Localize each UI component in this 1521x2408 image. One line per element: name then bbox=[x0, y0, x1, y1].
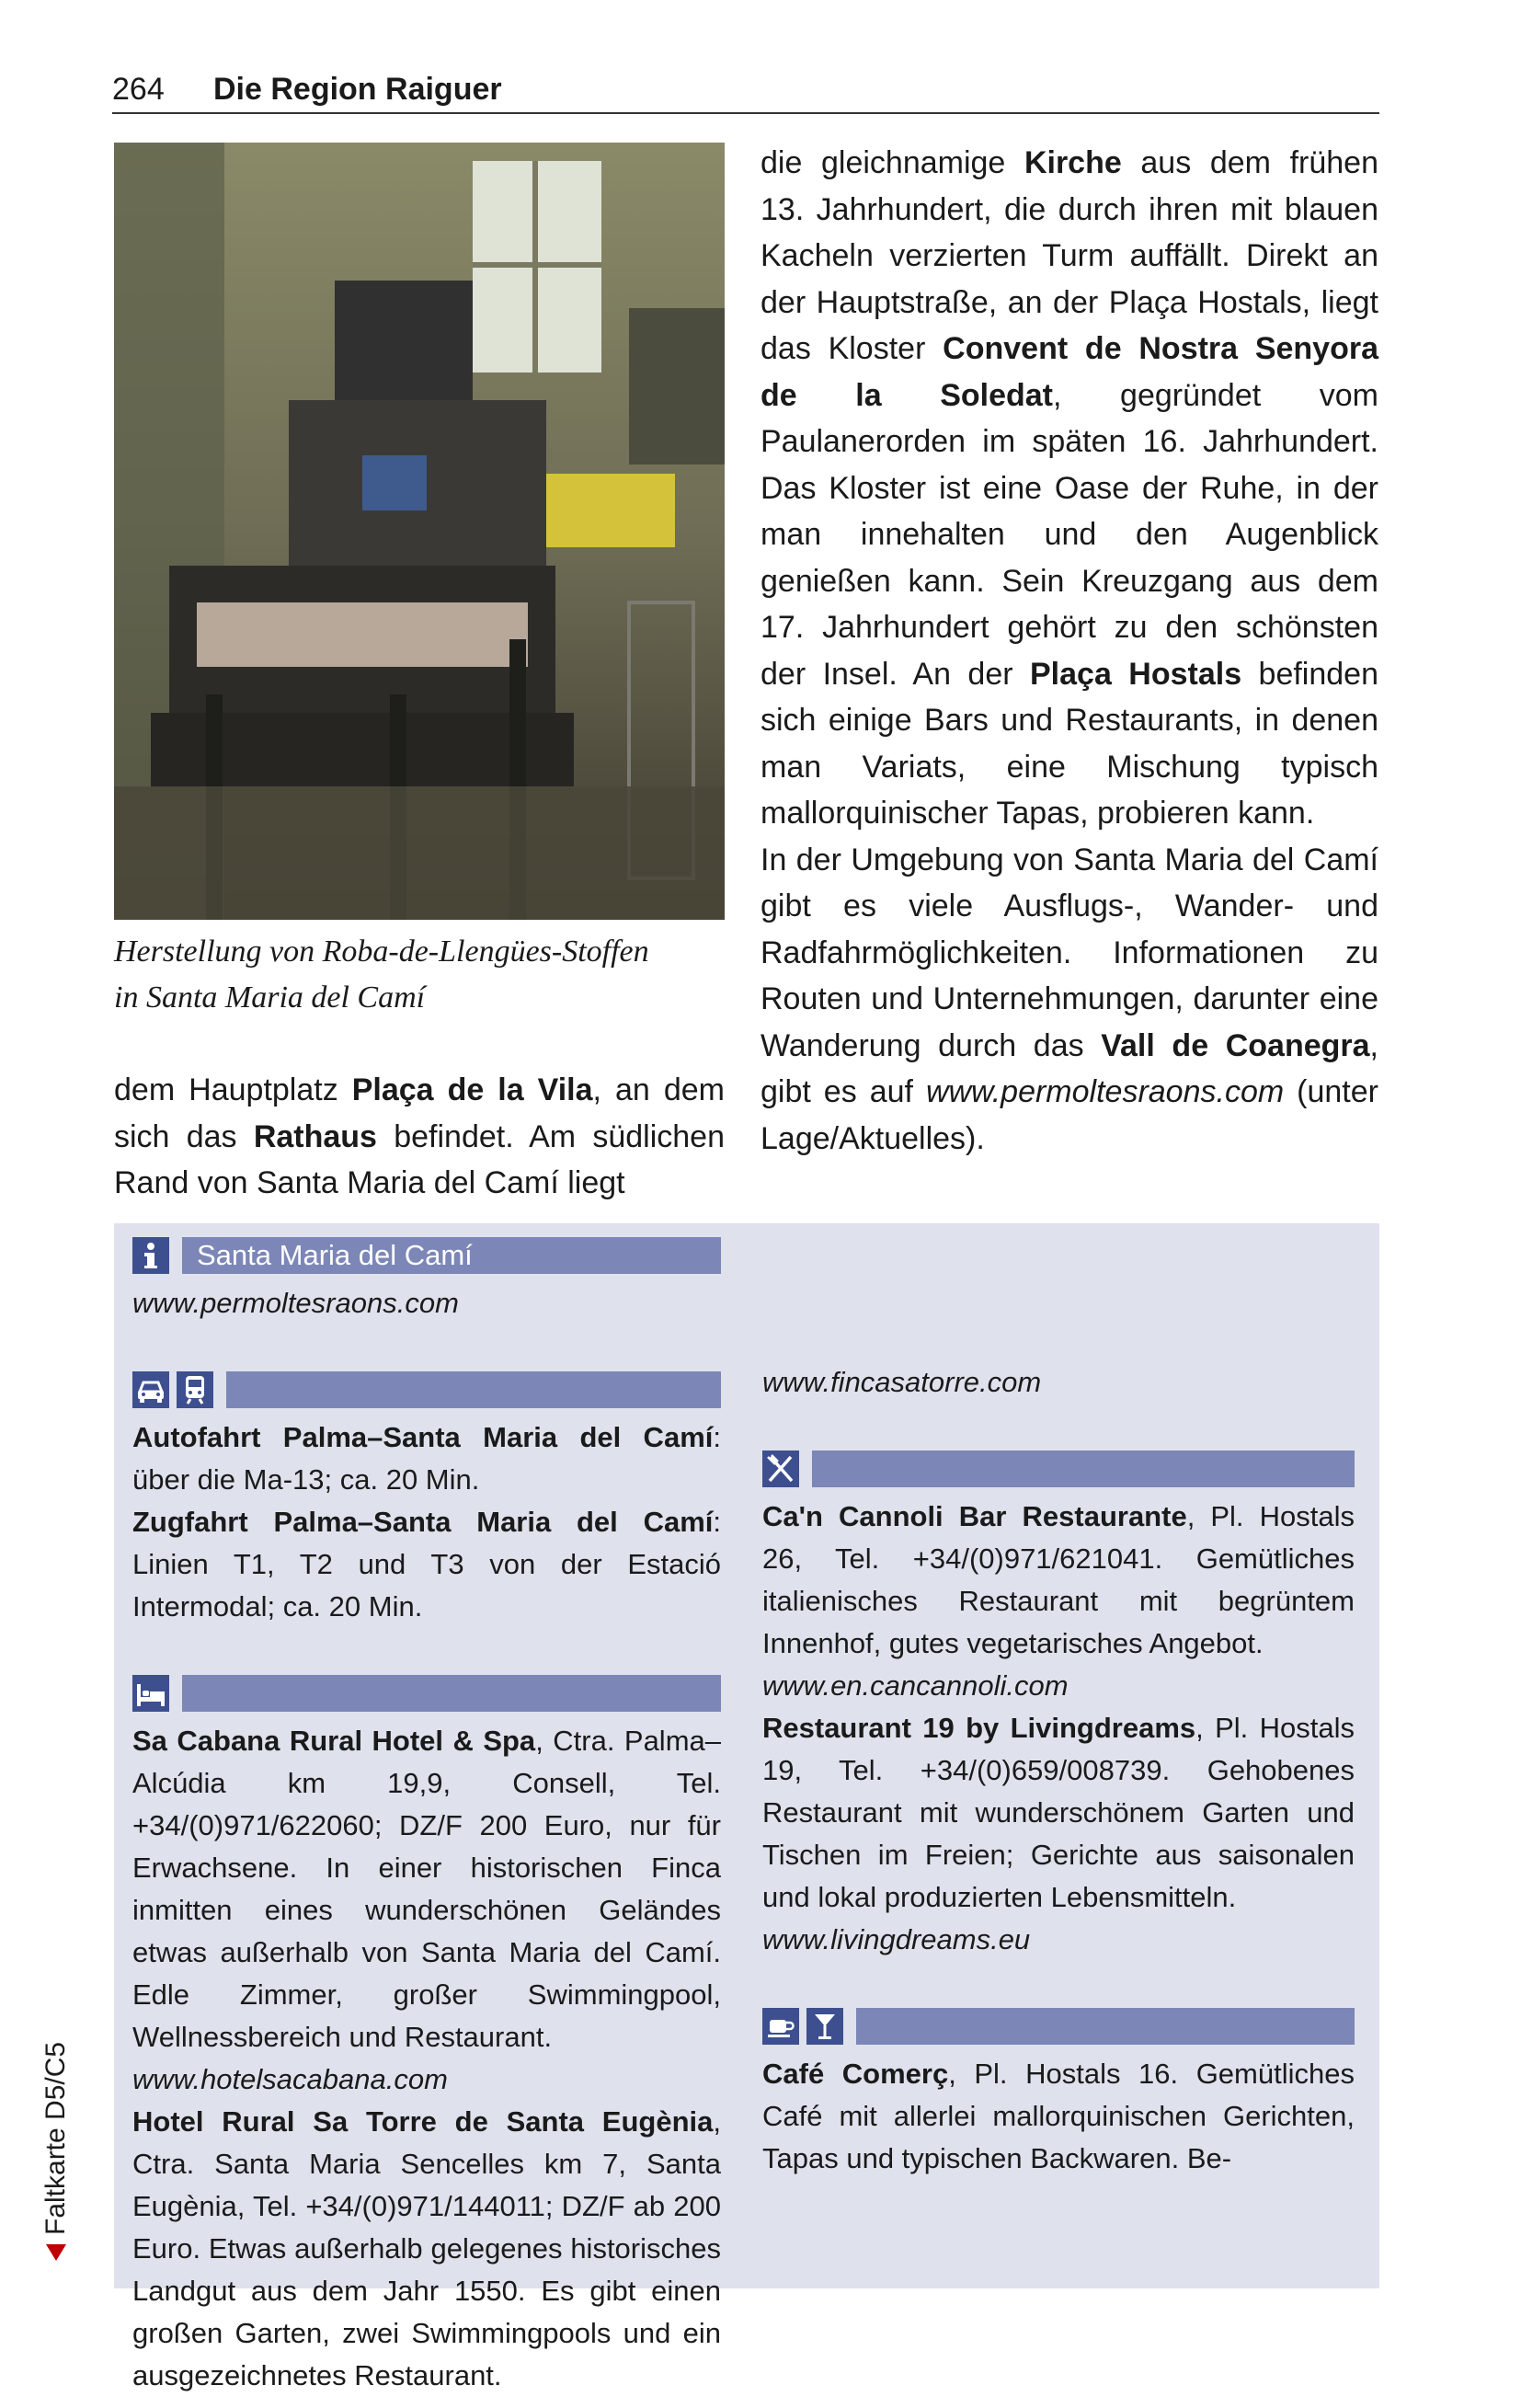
bed-icon bbox=[132, 1675, 169, 1712]
cocktail-glass-icon bbox=[806, 2008, 843, 2045]
caption-line-1: Herstellung von Roba-de-Llengües-Stoffen bbox=[114, 935, 649, 969]
coffee-cup-icon bbox=[762, 2008, 799, 2045]
train-info: Zugfahrt Palma–Santa Maria del Camí: Linien T1, T2 und T3 von der Estació Intermodal; ca. 20 Min. bbox=[132, 1506, 721, 1623]
hotel-sa-torre: Hotel Rural Sa Torre de Santa Eugènia, Ctra. Santa Maria Sencelles km 7, Santa Eugènia, Tel. +34/(0)971/144011; DZ/F ab 200 Euro. Etwas außerhalb gelegenes historisches Landgut aus dem Jahr 1550. Es gibt einen großen Garten, zwei Swimmingpools und ein ausgezeichnetes Restaurant. bbox=[132, 2105, 721, 2391]
transport-heading bbox=[132, 1369, 721, 1411]
paragraph-umgebung: In der Umgebung von Santa Maria del Camí gibt es viele Ausflugs-, Wander- und Radfahrmöglichkeiten. Informationen zu Routen und Unternehmungen, darunter eine Wanderung durch das Vall de Coanegra, gibt es auf www.permoltesraons.com (unter Lage/Aktuelles). bbox=[760, 842, 1378, 1156]
cafe-heading bbox=[762, 2005, 1355, 2047]
right-body-text bbox=[760, 140, 1378, 1162]
page-number: 264 bbox=[112, 72, 165, 107]
info-heading bbox=[132, 1234, 721, 1277]
paragraph-kirche: die gleichnamige Kirche aus dem frühen 13. Jahrhundert, die durch ihren mit blauen Kacheln verzierten Turm auffällt. Direkt an der Hauptstraße, an der Plaça Hostals, liegt das Kloster Convent de Nostra Senyora de la Soledat, gegründet vom Paulanerorden im späten 16. Jahrhundert. Das Kloster ist eine Oase der Ruhe, in der man innehalten und den Augenblick genießen kann. Sein Kreuzgang aus dem 17. Jahrhundert gehört zu den schönsten der Insel. An der Plaça Hostals befinden sich einige Bars und Restaurants, in denen man Variats, eine Mischung typisch mallorquinischer Tapas, probieren kann. bbox=[760, 145, 1379, 831]
food-heading bbox=[762, 1448, 1355, 1490]
car-info: Autofahrt Palma–Santa Maria del Camí: über die Ma-13; ca. 20 Min. bbox=[132, 1421, 721, 1496]
train-icon bbox=[177, 1371, 213, 1408]
info-box-left-column bbox=[132, 1234, 721, 2397]
left-body-text: dem Hauptplatz Plaça de la Vila, an dem sich das Rathaus befindet. Am südlichen Rand von Santa Maria del Camí liegt bbox=[114, 1072, 725, 1200]
info-url[interactable]: www.permoltesraons.com bbox=[132, 1287, 459, 1319]
car-icon bbox=[132, 1371, 169, 1408]
hotel-sa-cabana: Sa Cabana Rural Hotel & Spa, Ctra. Palma–Alcúdia km 19,9, Consell, Tel. +34/(0)971/622060; DZ/F 200 Euro, nur für Erwachsene. In einer historischen Finca inmitten eines wunderschönen Geländes etwas außerhalb von Santa Maria del Camí. Edle Zimmer, großer Swimmingpool, Wellnessbereich und Restaurant. bbox=[132, 1725, 722, 2053]
info-icon bbox=[132, 1237, 169, 1274]
info-box-right-column bbox=[762, 1234, 1355, 2180]
hotel-sa-cabana-url[interactable]: www.hotelsacabana.com bbox=[132, 2063, 448, 2095]
loom-photo bbox=[114, 143, 725, 920]
food-bar bbox=[812, 1451, 1355, 1487]
red-triangle-icon bbox=[46, 2244, 66, 2261]
cutlery-icon bbox=[762, 1451, 799, 1487]
info-title-bar: Santa Maria del Camí bbox=[182, 1237, 721, 1274]
lodging-heading bbox=[132, 1672, 721, 1714]
cafe-bar bbox=[856, 2008, 1355, 2045]
restaurant-cancannoli: Ca'n Cannoli Bar Restaurante, Pl. Hostals 26, Tel. +34/(0)971/621041. Gemütliches italienisches Restaurant mit begrüntem Innenhof, gutes vegetarisches Angebot. bbox=[762, 1500, 1355, 1659]
lodging-bar bbox=[182, 1675, 721, 1712]
permoltesraons-link[interactable]: www.permoltesraons.com bbox=[925, 1074, 1285, 1109]
cafe-comerc: Café Comerç, Pl. Hostals 16. Gemütliches Café mit allerlei mallorquinischen Gerichten, Tapas und typischen Backwaren. Be- bbox=[762, 2058, 1355, 2174]
livingdreams-url[interactable]: www.livingdreams.eu bbox=[762, 1923, 1031, 1955]
caption-line-2: in Santa Maria del Camí bbox=[114, 980, 426, 1015]
hotel-sa-torre-url[interactable]: www.fincasatorre.com bbox=[762, 1366, 1042, 1398]
running-head: Die Region Raiguer bbox=[213, 72, 502, 107]
restaurant-19: Restaurant 19 by Livingdreams, Pl. Hostals 19, Tel. +34/(0)659/008739. Gehobenes Restaurant mit wunderschönem Garten und Tischen im Freien; Gerichte aus saisonalen und lokal produzierten Lebensmitteln. bbox=[762, 1712, 1355, 1913]
header-rule bbox=[112, 112, 1379, 114]
cancannoli-url[interactable]: www.en.cancannoli.com bbox=[762, 1669, 1069, 1702]
photo-caption bbox=[114, 929, 730, 1021]
transport-bar bbox=[226, 1371, 721, 1408]
side-map-label: Faltkarte D5/C5 bbox=[40, 2042, 72, 2261]
